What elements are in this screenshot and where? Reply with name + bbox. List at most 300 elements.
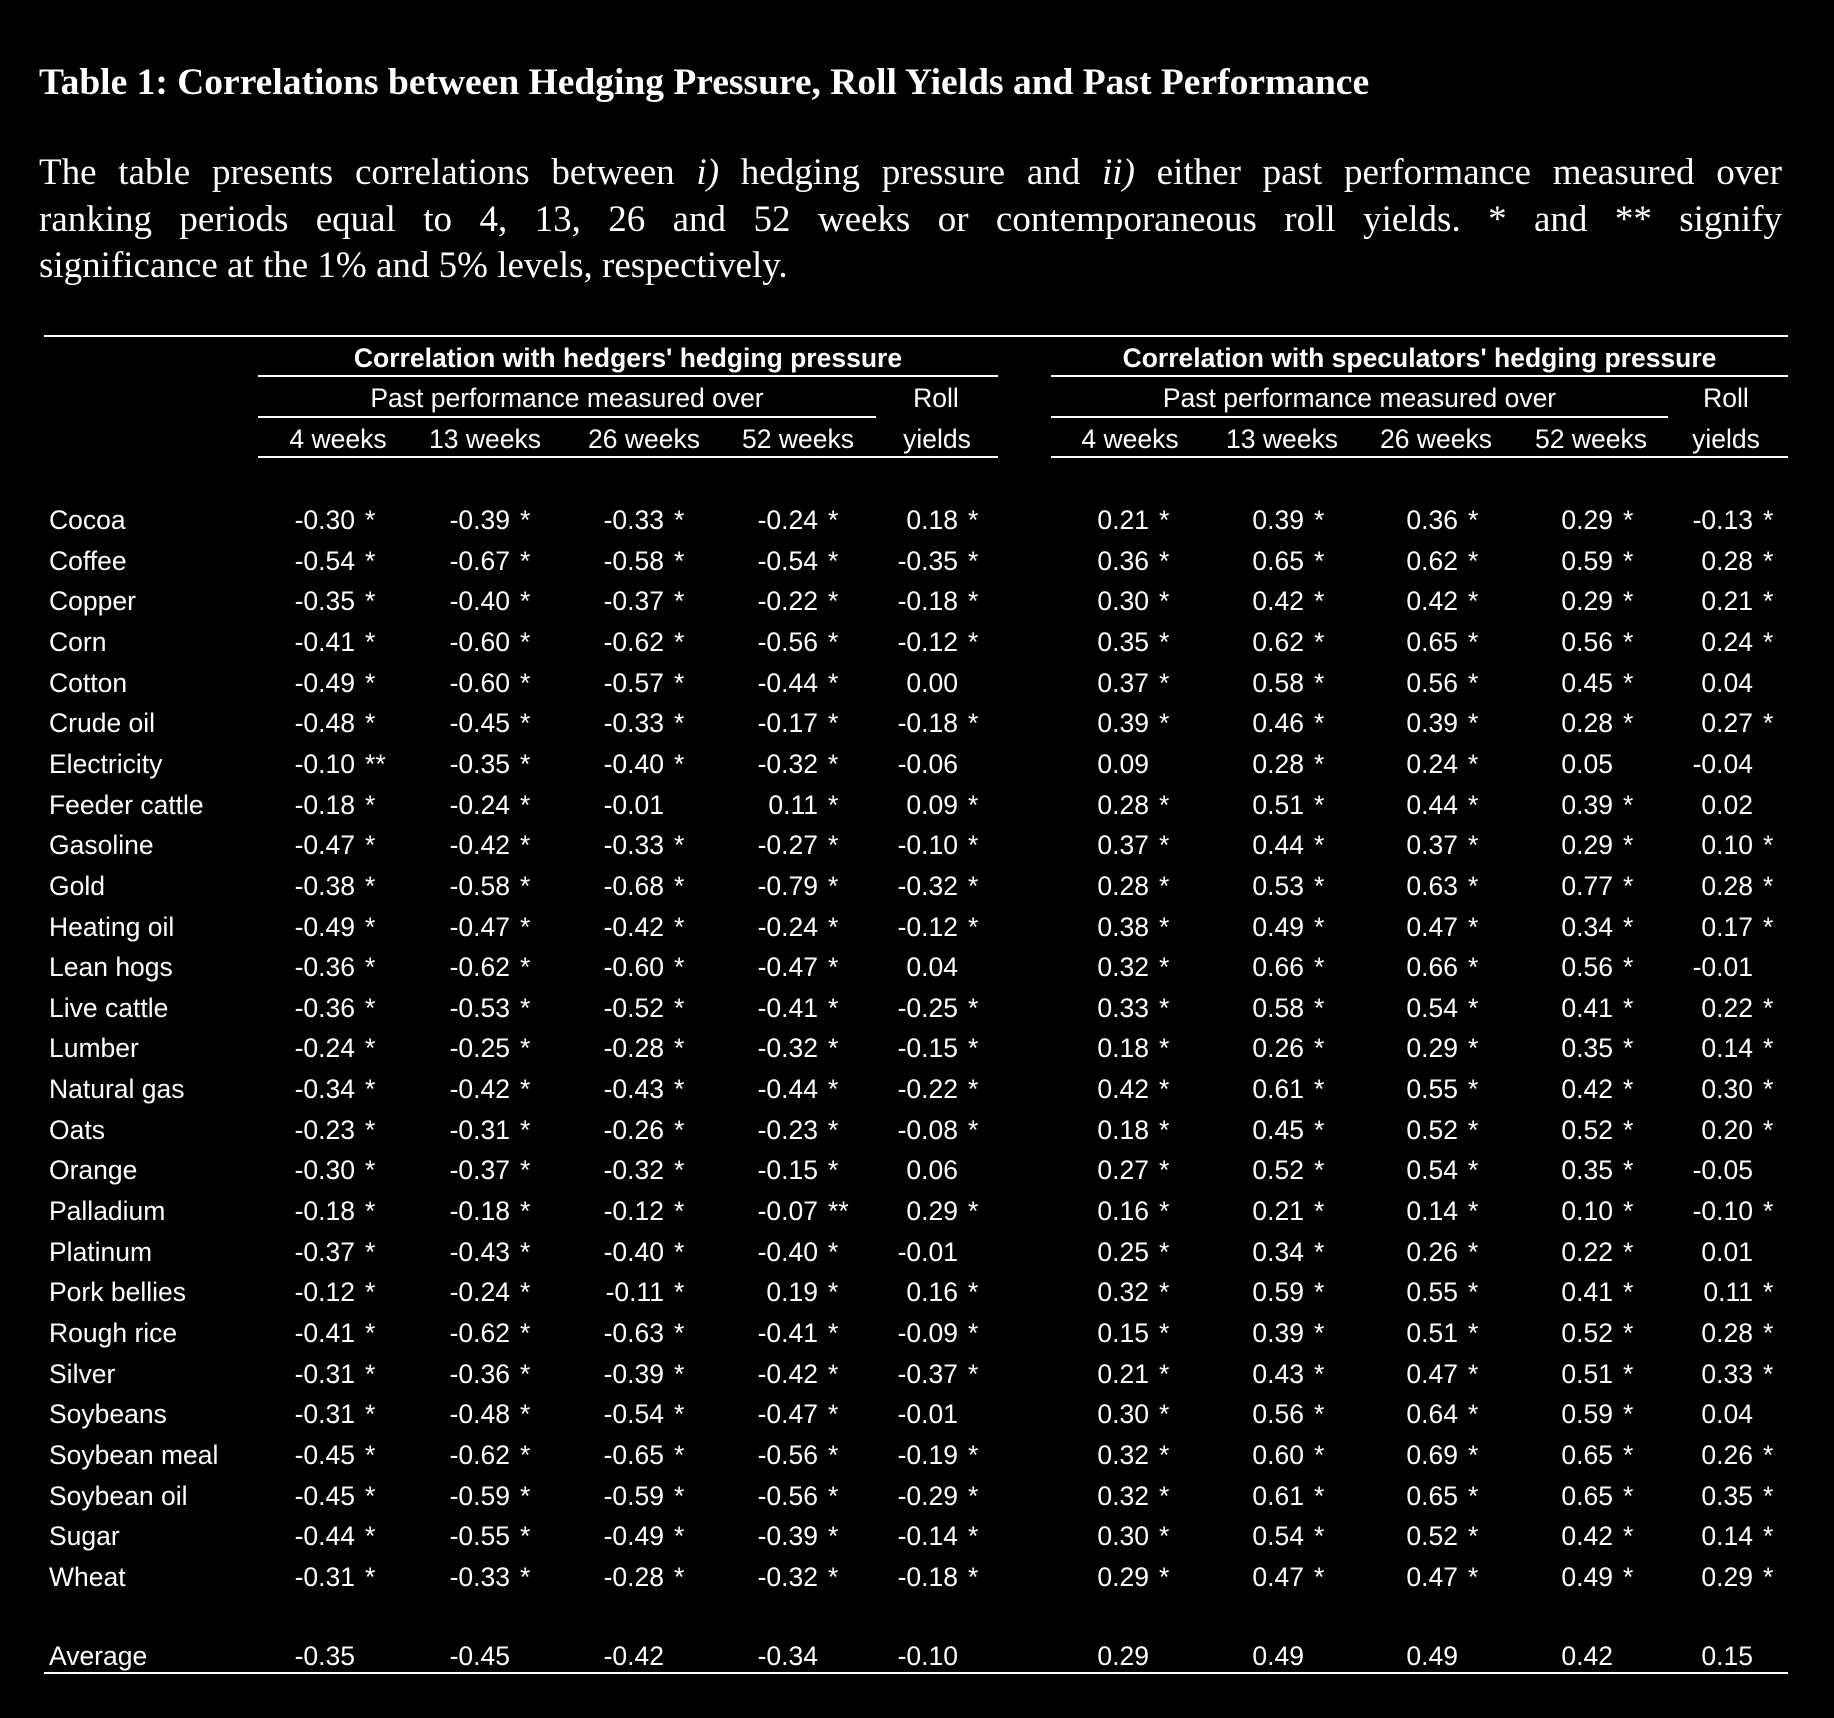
cell-hedgers-4-weeks (275, 1069, 355, 1109)
significance-marker: * (828, 1237, 839, 1267)
significance-marker: * (1468, 1074, 1479, 1104)
cell-value: -0.32 (603, 1155, 664, 1185)
cell-speculators-13-weeks (1224, 1191, 1304, 1231)
cell-value: -0.65 (603, 1440, 664, 1470)
significance-marker: * (1468, 1440, 1479, 1470)
cell-speculators-13-weeks (1224, 907, 1304, 947)
table-row (0, 1516, 1834, 1556)
cell-value: 0.15 (1097, 1318, 1149, 1348)
hedgers-col-header-13-weeks: 13 weeks (429, 424, 541, 454)
cell-hedgers-4-weeks (275, 1435, 355, 1475)
cell-speculators-13-weeks (1224, 744, 1304, 784)
cell-hedgers-26-weeks (584, 1636, 664, 1676)
cell-speculators-13-weeks (1224, 785, 1304, 825)
significance-marker: * (674, 871, 685, 901)
row-label: Live cattle (49, 993, 169, 1023)
cell-value: 0.56 (1252, 1399, 1304, 1429)
cell-value: 0.54 (1406, 1155, 1458, 1185)
significance-marker: * (1623, 1440, 1634, 1470)
cell-speculators-roll-yields (1673, 1354, 1753, 1394)
significance-marker: * (1763, 1521, 1774, 1551)
cell-speculators-13-weeks (1224, 703, 1304, 743)
cell-value: 0.58 (1252, 993, 1304, 1023)
cell-speculators-52-weeks (1533, 663, 1613, 703)
cell-value: -0.44 (757, 668, 818, 698)
cell-speculators-52-weeks (1533, 1557, 1613, 1597)
cell-value: 0.32 (1097, 952, 1149, 982)
cell-value: -0.58 (449, 871, 510, 901)
significance-marker: * (365, 505, 376, 535)
cell-value: 0.18 (1097, 1033, 1149, 1063)
cell-hedgers-13-weeks (430, 1313, 510, 1353)
significance-marker: * (1159, 668, 1170, 698)
significance-marker: * (1468, 505, 1479, 535)
cell-speculators-roll-yields (1673, 1232, 1753, 1272)
cell-value: 0.18 (1097, 1115, 1149, 1145)
cell-hedgers-52-weeks (738, 663, 818, 703)
cell-value: -0.24 (449, 1277, 510, 1307)
significance-marker: * (1314, 627, 1325, 657)
cell-value: 0.16 (1097, 1196, 1149, 1226)
cell-value: 0.29 (1561, 505, 1613, 535)
cell-value: 0.58 (1252, 668, 1304, 698)
cell-value: 0.51 (1406, 1318, 1458, 1348)
cell-value: 0.44 (1252, 830, 1304, 860)
significance-marker: * (520, 1074, 531, 1104)
cell-speculators-roll-yields (1673, 703, 1753, 743)
cell-hedgers-13-weeks (430, 1557, 510, 1597)
significance-marker: * (365, 790, 376, 820)
cell-value: -0.52 (603, 993, 664, 1023)
cell-hedgers-13-weeks (430, 1636, 510, 1676)
significance-marker: * (1314, 505, 1325, 535)
cell-hedgers-26-weeks (584, 988, 664, 1028)
cell-value: 0.18 (906, 505, 958, 535)
cell-speculators-52-weeks (1533, 744, 1613, 784)
cell-speculators-52-weeks (1533, 1354, 1613, 1394)
cell-hedgers-roll-yields (878, 1394, 958, 1434)
cell-value: -0.18 (897, 1562, 958, 1592)
speculators-col-header-roll-yields: yields (1692, 424, 1760, 454)
cell-hedgers-26-weeks (584, 825, 664, 865)
significance-marker: * (1763, 830, 1774, 860)
cell-value: -0.42 (449, 1074, 510, 1104)
significance-marker: * (365, 1196, 376, 1226)
cell-value: 0.51 (1252, 790, 1304, 820)
significance-marker: * (365, 708, 376, 738)
significance-marker: * (1314, 749, 1325, 779)
cell-value: 0.29 (906, 1196, 958, 1226)
cell-value: 0.26 (1252, 1033, 1304, 1063)
significance-marker: * (1763, 1440, 1774, 1470)
cell-hedgers-13-weeks (430, 1272, 510, 1312)
cell-value: 0.60 (1252, 1440, 1304, 1470)
cell-speculators-roll-yields (1673, 622, 1753, 662)
significance-marker: * (1468, 627, 1479, 657)
cell-value: 0.65 (1406, 627, 1458, 657)
table-row (0, 703, 1834, 743)
cell-hedgers-26-weeks (584, 1028, 664, 1068)
significance-marker: * (365, 1155, 376, 1185)
cell-value: 0.02 (1701, 790, 1753, 820)
significance-marker: * (1159, 1440, 1170, 1470)
significance-marker: * (1159, 871, 1170, 901)
cell-speculators-13-weeks (1224, 1636, 1304, 1676)
speculators-group-rule (1051, 375, 1788, 377)
cell-hedgers-4-weeks (275, 703, 355, 743)
cell-value: -0.23 (294, 1115, 355, 1145)
cell-value: 0.29 (1561, 830, 1613, 860)
cell-value: -0.45 (449, 708, 510, 738)
significance-marker: * (365, 952, 376, 982)
cell-value: -0.24 (757, 505, 818, 535)
cell-value: 0.38 (1097, 912, 1149, 942)
significance-marker: ** (828, 1196, 849, 1226)
cell-hedgers-13-weeks (430, 581, 510, 621)
significance-marker: * (674, 1033, 685, 1063)
cell-value: 0.19 (766, 1277, 818, 1307)
cell-speculators-26-weeks (1378, 1557, 1458, 1597)
significance-marker: * (968, 1440, 979, 1470)
cell-hedgers-13-weeks (430, 622, 510, 662)
significance-marker: * (520, 1399, 531, 1429)
significance-marker: * (1159, 1318, 1170, 1348)
cell-value: 0.65 (1406, 1481, 1458, 1511)
cell-hedgers-52-weeks (738, 744, 818, 784)
significance-marker: * (520, 1196, 531, 1226)
cell-hedgers-roll-yields (878, 1150, 958, 1190)
cell-speculators-52-weeks (1533, 500, 1613, 540)
significance-marker: * (520, 1155, 531, 1185)
row-label: Average (49, 1641, 148, 1671)
cell-hedgers-13-weeks (430, 1435, 510, 1475)
cell-value: 0.14 (1701, 1521, 1753, 1551)
significance-marker: * (828, 1399, 839, 1429)
row-label: Lean hogs (49, 952, 173, 982)
cell-hedgers-4-weeks (275, 744, 355, 784)
cell-speculators-4-weeks (1069, 581, 1149, 621)
table-row (0, 1476, 1834, 1516)
row-label: Feeder cattle (49, 790, 204, 820)
hedgers-group-rule (258, 375, 998, 377)
cell-value: 0.54 (1252, 1521, 1304, 1551)
table-row (0, 622, 1834, 662)
significance-marker: * (1623, 993, 1634, 1023)
significance-marker: * (1159, 1033, 1170, 1063)
table-row (0, 1191, 1834, 1231)
cell-value: -0.47 (294, 830, 355, 860)
cell-hedgers-52-weeks (738, 1313, 818, 1353)
significance-marker: * (1468, 1521, 1479, 1551)
table-row (0, 663, 1834, 703)
significance-marker: * (1314, 1562, 1325, 1592)
cell-hedgers-52-weeks (738, 1069, 818, 1109)
significance-marker: * (520, 668, 531, 698)
significance-marker: * (1468, 871, 1479, 901)
cell-value: -0.31 (294, 1562, 355, 1592)
significance-marker: * (968, 1277, 979, 1307)
cell-speculators-4-weeks (1069, 541, 1149, 581)
cell-speculators-52-weeks (1533, 1110, 1613, 1150)
significance-marker: * (1314, 952, 1325, 982)
significance-marker: * (365, 1074, 376, 1104)
cell-speculators-roll-yields (1673, 785, 1753, 825)
cell-speculators-52-weeks (1533, 785, 1613, 825)
cell-value: 0.01 (1701, 1237, 1753, 1267)
significance-marker: * (968, 830, 979, 860)
cell-value: -0.18 (294, 1196, 355, 1226)
cell-value: 0.29 (1406, 1033, 1458, 1063)
cell-hedgers-4-weeks (275, 1557, 355, 1597)
cell-speculators-4-weeks (1069, 947, 1149, 987)
significance-marker: * (674, 1237, 685, 1267)
cell-speculators-4-weeks (1069, 1476, 1149, 1516)
cell-value: -0.01 (897, 1399, 958, 1429)
table-caption (39, 150, 1782, 290)
row-label: Palladium (49, 1196, 166, 1226)
row-label: Silver (49, 1359, 116, 1389)
cell-value: -0.32 (757, 1562, 818, 1592)
cell-value: 0.39 (1252, 1318, 1304, 1348)
cell-value: 0.30 (1097, 1399, 1149, 1429)
cell-value: -0.01 (897, 1237, 958, 1267)
cell-value: 0.28 (1701, 871, 1753, 901)
cell-value: 0.62 (1252, 627, 1304, 657)
cell-value: 0.09 (1097, 749, 1149, 779)
significance-marker: * (1468, 1033, 1479, 1063)
significance-marker: * (1468, 830, 1479, 860)
cell-value: 0.56 (1561, 952, 1613, 982)
cell-value: 0.44 (1406, 790, 1458, 820)
cell-speculators-13-weeks (1224, 947, 1304, 987)
significance-marker: * (1314, 1196, 1325, 1226)
cell-hedgers-roll-yields (878, 1110, 958, 1150)
significance-marker: * (365, 993, 376, 1023)
cell-speculators-13-weeks (1224, 1313, 1304, 1353)
significance-marker: * (520, 1318, 531, 1348)
significance-marker: * (1314, 1074, 1325, 1104)
table-row (0, 1150, 1834, 1190)
hedgers-col-header-52-weeks: 52 weeks (742, 424, 854, 454)
cell-value: -0.54 (757, 546, 818, 576)
cell-value: -0.38 (294, 871, 355, 901)
cell-value: -0.54 (603, 1399, 664, 1429)
cell-hedgers-52-weeks (738, 1354, 818, 1394)
cell-value: 0.29 (1561, 586, 1613, 616)
significance-marker: * (520, 1481, 531, 1511)
cell-hedgers-26-weeks (584, 663, 664, 703)
cell-value: -0.39 (757, 1521, 818, 1551)
cell-hedgers-26-weeks (584, 785, 664, 825)
significance-marker: * (674, 586, 685, 616)
significance-marker: * (1314, 993, 1325, 1023)
significance-marker: * (520, 830, 531, 860)
significance-marker: * (365, 912, 376, 942)
row-label: Oats (49, 1115, 105, 1145)
significance-marker: * (520, 586, 531, 616)
cell-hedgers-4-weeks (275, 825, 355, 865)
cell-value: -0.58 (603, 546, 664, 576)
cell-value: -0.10 (897, 1641, 958, 1671)
cell-value: -0.47 (757, 952, 818, 982)
cell-speculators-13-weeks (1224, 866, 1304, 906)
cell-hedgers-roll-yields (878, 1069, 958, 1109)
significance-marker: * (1159, 1196, 1170, 1226)
cell-value: 0.21 (1252, 1196, 1304, 1226)
cell-speculators-52-weeks (1533, 988, 1613, 1028)
cell-value: 0.66 (1252, 952, 1304, 982)
cell-value: 0.39 (1561, 790, 1613, 820)
cell-value: -0.47 (757, 1399, 818, 1429)
significance-marker: * (520, 1237, 531, 1267)
significance-marker: * (674, 1074, 685, 1104)
cell-value: 0.30 (1097, 586, 1149, 616)
cell-value: -0.22 (897, 1074, 958, 1104)
cell-speculators-52-weeks (1533, 1516, 1613, 1556)
significance-marker: * (828, 627, 839, 657)
significance-marker: * (1159, 1115, 1170, 1145)
row-label: Pork bellies (49, 1277, 186, 1307)
significance-marker: * (1468, 546, 1479, 576)
cell-hedgers-52-weeks (738, 1636, 818, 1676)
cell-value: -0.62 (603, 627, 664, 657)
significance-marker: * (1314, 708, 1325, 738)
cell-value: 0.42 (1406, 586, 1458, 616)
significance-marker: * (674, 993, 685, 1023)
cell-hedgers-26-weeks (584, 541, 664, 581)
significance-marker: * (1314, 871, 1325, 901)
cell-speculators-26-weeks (1378, 1354, 1458, 1394)
cell-value: 0.51 (1561, 1359, 1613, 1389)
cell-value: -0.37 (897, 1359, 958, 1389)
significance-marker: * (828, 1155, 839, 1185)
table-row (0, 907, 1834, 947)
significance-marker: * (968, 1033, 979, 1063)
cell-value: -0.44 (757, 1074, 818, 1104)
significance-marker: ** (365, 749, 386, 779)
cell-value: -0.54 (294, 546, 355, 576)
cell-speculators-roll-yields (1673, 825, 1753, 865)
cell-hedgers-4-weeks (275, 988, 355, 1028)
cell-value: 0.52 (1561, 1318, 1613, 1348)
cell-hedgers-roll-yields (878, 1028, 958, 1068)
cell-speculators-26-weeks (1378, 500, 1458, 540)
cell-value: 0.55 (1406, 1074, 1458, 1104)
row-label: Soybean meal (49, 1440, 219, 1470)
cell-value: -0.42 (449, 830, 510, 860)
cell-value: 0.04 (1701, 1399, 1753, 1429)
hedgers-col-header-roll-yields: yields (903, 424, 971, 454)
cell-hedgers-4-weeks (275, 1191, 355, 1231)
speculators-col-header-4-weeks: 4 weeks (1081, 424, 1179, 454)
cell-speculators-4-weeks (1069, 907, 1149, 947)
cell-value: -0.04 (1692, 749, 1753, 779)
significance-marker: * (1623, 871, 1634, 901)
cell-hedgers-13-weeks (430, 947, 510, 987)
significance-marker: * (1623, 1359, 1634, 1389)
cell-hedgers-roll-yields (878, 1516, 958, 1556)
significance-marker: * (1314, 1237, 1325, 1267)
cell-value: -0.18 (897, 586, 958, 616)
cell-value: -0.27 (757, 830, 818, 860)
significance-marker: * (365, 546, 376, 576)
cell-value: -0.37 (449, 1155, 510, 1185)
significance-marker: * (1623, 627, 1634, 657)
cell-value: 0.77 (1561, 871, 1613, 901)
significance-marker: * (520, 627, 531, 657)
cell-speculators-roll-yields (1673, 663, 1753, 703)
cell-value: -0.36 (294, 952, 355, 982)
cell-speculators-roll-yields (1673, 1313, 1753, 1353)
significance-marker: * (968, 708, 979, 738)
cell-value: -0.24 (757, 912, 818, 942)
cell-value: 0.64 (1406, 1399, 1458, 1429)
significance-marker: * (1159, 1074, 1170, 1104)
cell-value: -0.30 (294, 505, 355, 535)
table-row (0, 1110, 1834, 1150)
cell-speculators-4-weeks (1069, 1394, 1149, 1434)
cell-hedgers-26-weeks (584, 1394, 664, 1434)
row-label: Coffee (49, 546, 127, 576)
table-row (0, 1435, 1834, 1475)
cell-value: 0.41 (1561, 1277, 1613, 1307)
cell-speculators-roll-yields (1673, 1272, 1753, 1312)
cell-value: 0.04 (906, 952, 958, 982)
cell-speculators-13-weeks (1224, 581, 1304, 621)
significance-marker: * (1623, 1115, 1634, 1145)
cell-hedgers-roll-yields (878, 541, 958, 581)
cell-speculators-52-weeks (1533, 1069, 1613, 1109)
cell-value: -0.31 (294, 1359, 355, 1389)
cell-value: 0.69 (1406, 1440, 1458, 1470)
significance-marker: * (520, 1033, 531, 1063)
significance-marker: * (365, 668, 376, 698)
cell-speculators-4-weeks (1069, 1028, 1149, 1068)
cell-hedgers-52-weeks (738, 825, 818, 865)
cell-speculators-26-weeks (1378, 785, 1458, 825)
significance-marker: * (674, 505, 685, 535)
cell-value: -0.15 (757, 1155, 818, 1185)
significance-marker: * (1314, 912, 1325, 942)
cell-speculators-roll-yields (1673, 1191, 1753, 1231)
cell-hedgers-13-weeks (430, 1516, 510, 1556)
significance-marker: * (674, 1562, 685, 1592)
cell-speculators-26-weeks (1378, 1232, 1458, 1272)
cell-value: 0.65 (1561, 1481, 1613, 1511)
cell-value: 0.42 (1252, 586, 1304, 616)
cell-value: 0.21 (1097, 505, 1149, 535)
speculators-columns-rule (1051, 456, 1788, 458)
cell-value: -0.62 (449, 952, 510, 982)
cell-value: -0.40 (603, 749, 664, 779)
cell-value: 0.29 (1097, 1641, 1149, 1671)
cell-hedgers-13-weeks (430, 866, 510, 906)
significance-marker: * (365, 586, 376, 616)
cell-value: -0.49 (603, 1521, 664, 1551)
speculators-past-rule (1051, 416, 1668, 418)
significance-marker: * (365, 1318, 376, 1348)
cell-hedgers-26-weeks (584, 622, 664, 662)
table-title: Table 1: Correlations between Hedging Pressure, Roll Yields and Past Performance (39, 62, 1370, 103)
cell-hedgers-4-weeks (275, 581, 355, 621)
cell-speculators-26-weeks (1378, 1476, 1458, 1516)
row-label: Crude oil (49, 708, 156, 738)
cell-value: 0.39 (1406, 708, 1458, 738)
cell-value: -0.56 (757, 627, 818, 657)
significance-marker: * (1314, 546, 1325, 576)
cell-value: -0.33 (603, 708, 664, 738)
cell-speculators-26-weeks (1378, 1394, 1458, 1434)
